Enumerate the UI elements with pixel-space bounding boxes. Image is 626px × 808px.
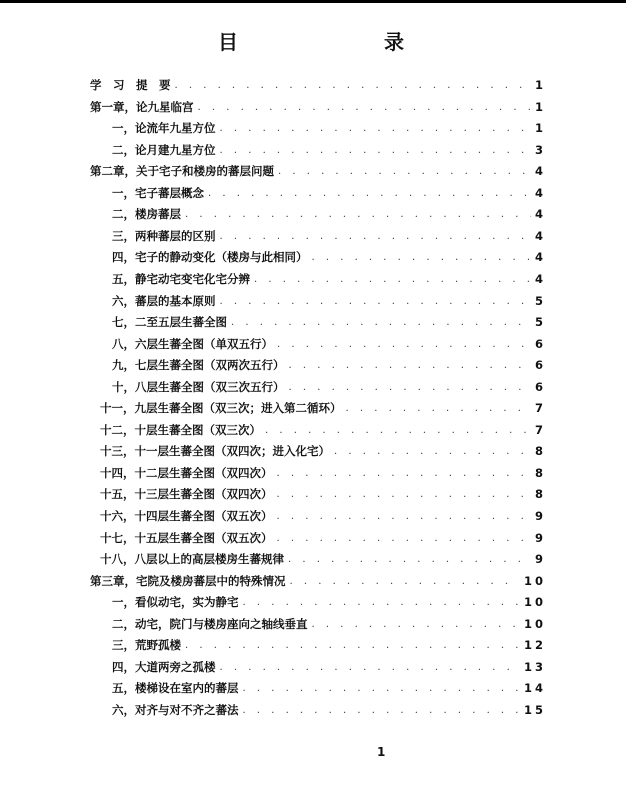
toc-entry[interactable] xyxy=(112,675,546,695)
toc-entry-page: 13 xyxy=(523,659,546,674)
toc-entry[interactable] xyxy=(100,460,546,480)
toc-entry-title: 宅子的静动变化（楼房与此相同） xyxy=(135,250,308,265)
toc-dot-leader xyxy=(334,446,531,458)
toc-entry-page: 4 xyxy=(534,250,546,265)
toc-entry-title: 八层以上的高层楼房生蕃规律 xyxy=(134,552,284,567)
toc-entry-page: 5 xyxy=(534,315,546,330)
toc-dot-leader xyxy=(277,533,531,545)
toc-entry[interactable] xyxy=(112,201,546,221)
toc-entry-title: 宅子蕃层概念 xyxy=(135,185,204,200)
toc-dot-leader xyxy=(220,231,531,243)
toc-entry[interactable] xyxy=(100,525,546,545)
toc-dot-leader xyxy=(277,468,531,480)
toc-entry[interactable] xyxy=(112,352,546,372)
toc-dot-leader xyxy=(288,554,531,566)
toc-dot-leader xyxy=(220,145,531,157)
toc-dot-leader xyxy=(231,317,531,329)
toc-entry[interactable] xyxy=(112,244,546,264)
toc-entry[interactable] xyxy=(90,568,546,588)
toc-entry[interactable] xyxy=(112,288,546,308)
toc-entry-number: 六， xyxy=(112,702,135,717)
toc-entry[interactable] xyxy=(112,697,546,717)
toc-entry-page: 10 xyxy=(523,616,546,631)
toc-entry-title: 荒野孤楼 xyxy=(135,638,181,653)
toc-entry-number: 十八， xyxy=(100,552,135,567)
toc-dot-leader xyxy=(278,166,531,178)
toc-entry-title: 静宅动宅变宅化宅分辨 xyxy=(135,271,250,286)
footer-page-number: 1 xyxy=(377,745,386,759)
toc-entry-page: 4 xyxy=(534,271,546,286)
toc-entry-page: 9 xyxy=(534,509,546,523)
toc-entry-number: 十一， xyxy=(100,401,135,416)
toc-entry[interactable] xyxy=(112,137,546,157)
toc-dot-leader xyxy=(277,489,531,501)
toc-entry-title: 论流年九星方位 xyxy=(135,121,216,136)
toc-entry[interactable] xyxy=(112,632,546,652)
toc-entry[interactable] xyxy=(112,309,546,329)
toc-entry[interactable] xyxy=(90,94,546,114)
toc-entry-number: 十二， xyxy=(100,422,135,437)
toc-entry-number: 十， xyxy=(112,379,135,394)
toc-entry-page: 8 xyxy=(534,444,546,459)
toc-entry-number: 三， xyxy=(112,228,135,243)
toc-entry[interactable] xyxy=(112,223,546,243)
toc-entry-number: 十七， xyxy=(100,530,135,545)
toc-dot-leader xyxy=(277,511,531,523)
toc-entry-number: 一， xyxy=(112,121,135,136)
toc-entry-page: 7 xyxy=(534,401,546,416)
toc-entry-page: 1 xyxy=(534,99,546,114)
toc-entry[interactable] xyxy=(100,546,546,566)
toc-entry-page: 10 xyxy=(523,573,546,588)
toc-entry-page: 6 xyxy=(534,379,546,394)
toc-entry-title: 论月建九星方位 xyxy=(135,142,216,157)
toc-entry-number: 十五， xyxy=(100,487,135,502)
heading-right-char: 录 xyxy=(384,30,405,54)
heading-left-char: 目 xyxy=(218,30,239,54)
toc-dot-leader xyxy=(175,80,531,92)
toc-entry-page: 6 xyxy=(534,336,546,351)
toc-dot-leader xyxy=(208,188,531,200)
toc-entry-page: 6 xyxy=(534,358,546,373)
toc-entry-page: 9 xyxy=(534,530,546,545)
toc-dot-leader xyxy=(312,619,520,631)
toc-entry[interactable] xyxy=(112,180,546,200)
toc-entry-number: 十三， xyxy=(100,444,135,459)
toc-entry[interactable] xyxy=(100,395,546,415)
top-border-line xyxy=(0,0,626,3)
toc-entry-page: 8 xyxy=(534,487,546,502)
toc-entry-page: 15 xyxy=(523,702,546,717)
toc-entry-page: 4 xyxy=(534,164,546,179)
toc-entry-number: 二， xyxy=(112,616,135,631)
toc-dot-leader xyxy=(185,640,520,652)
toc-entry-page: 12 xyxy=(523,638,546,653)
toc-entry-number: 十六， xyxy=(100,509,135,523)
toc-entry-title: 十五层生蕃全图（双五次） xyxy=(134,530,273,545)
toc-entry-title: 十二层生蕃全图（双四次） xyxy=(134,465,273,480)
toc-entry[interactable] xyxy=(100,503,546,523)
toc-entry[interactable] xyxy=(112,115,546,135)
toc-entry[interactable] xyxy=(90,158,546,178)
toc-entry-title: 大道两旁之孤楼 xyxy=(135,659,216,674)
toc-entry-title: 十层生蕃全图（双三次） xyxy=(134,422,261,437)
toc-entry-number: 一， xyxy=(112,595,135,610)
toc-entry-title: 九层生蕃全图（双三次；进入第二循环） xyxy=(134,401,342,416)
toc-entry-title: 楼房蕃层 xyxy=(135,207,181,222)
toc-entry-number: 五， xyxy=(112,271,135,286)
toc-entry-title: 两种蕃层的区别 xyxy=(135,228,216,243)
toc-entry[interactable] xyxy=(112,374,546,394)
toc-entry-number: 五， xyxy=(112,681,135,696)
toc-entry-page: 1 xyxy=(534,78,546,92)
toc-entry-number: 六， xyxy=(112,293,135,308)
toc-dot-leader xyxy=(289,360,531,372)
toc-dot-leader xyxy=(220,123,531,135)
toc-dot-leader xyxy=(243,705,520,717)
toc-dot-leader xyxy=(243,683,520,695)
toc-entry-title: 第一章，论九星临宫 xyxy=(90,99,194,114)
toc-entry-page: 1 xyxy=(534,121,546,136)
toc-entry[interactable] xyxy=(100,438,546,458)
toc-dot-leader xyxy=(254,274,531,286)
toc-entry-number: 四， xyxy=(112,250,135,265)
toc-entry-page: 4 xyxy=(534,207,546,222)
toc-entry-title: 十四层生蕃全图（双五次） xyxy=(134,509,273,523)
toc-entry-page: 10 xyxy=(523,595,546,610)
toc-entry-title: 十一层生蕃全图（双四次；进入化宅） xyxy=(134,444,330,459)
toc-entry-page: 9 xyxy=(534,552,546,567)
toc-entry-number: 一， xyxy=(112,185,135,200)
toc-entry-title: 八层生蕃全图（双三次五行） xyxy=(135,379,285,394)
toc-dot-leader xyxy=(198,102,531,114)
toc-entry[interactable] xyxy=(112,611,546,631)
toc-entry-page: 4 xyxy=(534,185,546,200)
toc-entry-title: 楼梯设在室内的蕃层 xyxy=(135,681,239,696)
toc-dot-leader xyxy=(312,252,531,264)
toc-dot-leader xyxy=(290,576,520,588)
toc-entry-title: 第二章，关于宅子和楼房的蕃层问题 xyxy=(90,164,274,179)
toc-dot-leader xyxy=(185,209,531,221)
toc-dot-leader xyxy=(277,339,531,351)
toc-entry-page: 7 xyxy=(534,422,546,437)
toc-entry-number: 八， xyxy=(112,336,135,351)
toc-entry-page: 5 xyxy=(534,293,546,308)
toc-dot-leader xyxy=(346,403,531,415)
toc-dot-leader xyxy=(220,296,531,308)
toc-entry[interactable] xyxy=(112,589,546,609)
toc-entry-title: 对齐与对不齐之蕃法 xyxy=(135,702,239,717)
toc-entry[interactable] xyxy=(112,331,546,351)
toc-entry[interactable] xyxy=(100,417,546,437)
toc-entry-title: 动宅，院门与楼房座向之轴线垂直 xyxy=(135,616,308,631)
toc-entry-title: 看似动宅，实为静宅 xyxy=(135,595,239,610)
toc-entry-title: 第三章，宅院及楼房蕃层中的特殊情况 xyxy=(90,573,286,588)
toc-dot-leader xyxy=(220,662,520,674)
toc-entry-title: 十三层生蕃全图（双四次） xyxy=(134,487,273,502)
toc-entry[interactable] xyxy=(112,266,546,286)
toc-entry[interactable] xyxy=(90,72,546,92)
toc-entry-title: 二至五层生蕃全图 xyxy=(135,315,227,330)
toc-entry[interactable] xyxy=(100,481,546,501)
toc-dot-leader xyxy=(243,597,520,609)
toc-entry-number: 三， xyxy=(112,638,135,653)
toc-entry[interactable] xyxy=(112,654,546,674)
toc-entry-page: 3 xyxy=(534,142,546,157)
toc-entry-number: 二， xyxy=(112,142,135,157)
toc-entry-title: 学 习 提 要 xyxy=(90,78,171,92)
toc-dot-leader xyxy=(289,382,531,394)
toc-entry-page: 14 xyxy=(523,681,546,696)
toc-entry-number: 七， xyxy=(112,315,135,330)
toc-dot-leader xyxy=(265,425,531,437)
toc-entry-title: 六层生蕃全图（单双五行） xyxy=(135,336,273,351)
toc-entry-number: 四， xyxy=(112,659,135,674)
toc-entry-page: 8 xyxy=(534,465,546,480)
toc-entry-number: 二， xyxy=(112,207,135,222)
toc-entry-number: 九， xyxy=(112,358,135,373)
toc-entry-title: 七层生蕃全图（双两次五行） xyxy=(135,358,285,373)
toc-entry-page: 4 xyxy=(534,228,546,243)
toc-entry-number: 十四， xyxy=(100,465,135,480)
toc-entry-title: 蕃层的基本原则 xyxy=(135,293,216,308)
